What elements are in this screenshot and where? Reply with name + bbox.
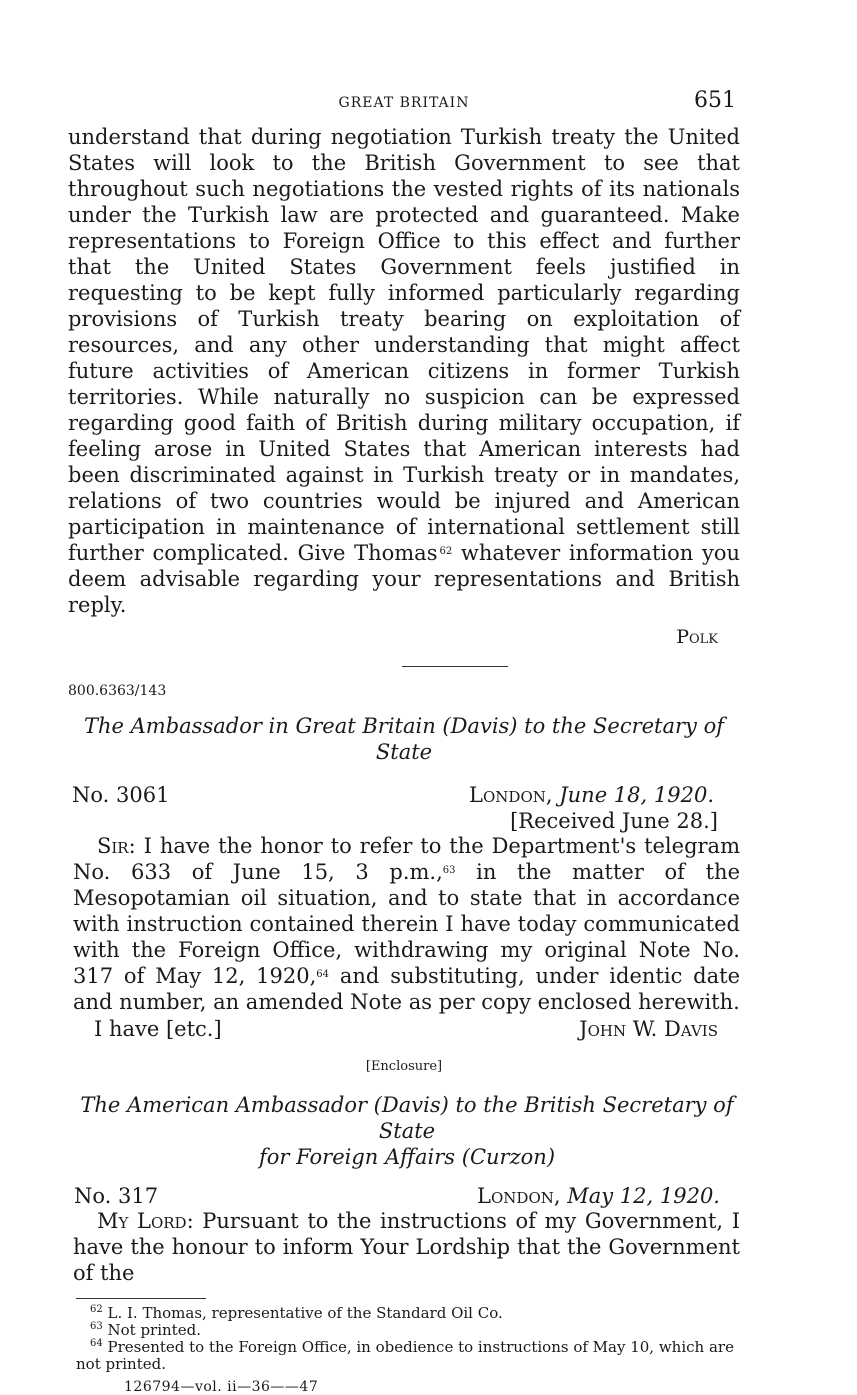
running-head [68, 88, 740, 124]
despatch-signature: John W. Davis [579, 1017, 718, 1041]
footnote-text: L. I. Thomas, representative of the Standard Oil Co. [102, 1304, 503, 1322]
telegram-text-b: whatever information you deem advisable regarding your representations and British reply. [68, 541, 740, 617]
document-title: The Ambassador in Great Britain (Davis) to the Secretary of State [84, 714, 724, 764]
telegram-signature: Polk [676, 626, 718, 648]
print-line: 126794—vol. ii—36——47 [124, 1379, 319, 1395]
document-page [68, 88, 740, 1395]
enclosure-title [68, 1092, 740, 1170]
closing-line [68, 1017, 740, 1041]
footnote [76, 1339, 740, 1373]
despatch-number: No. 3061 [72, 783, 170, 807]
file-number: 800.6363/143 [68, 683, 167, 699]
footnote-ref-64: 64 [316, 969, 330, 980]
footnote-ref-63: 63 [442, 865, 456, 876]
enclosure-place-date [477, 1184, 720, 1208]
footnotes [68, 1305, 740, 1373]
footnote-marker: 64 [90, 1338, 103, 1349]
enclosure-title-line-1: The American Ambassador (Davis) to the British Secretary of State [80, 1093, 734, 1143]
enclosure-text: Pursuant to the instructions of my Government, I have the honour to inform Your Lordship that the Government of the [73, 1209, 740, 1285]
footnote-marker: 63 [90, 1321, 103, 1332]
footnote-marker: 62 [90, 1304, 103, 1315]
enclosure-title-line-2: for Foreign Affairs (Curzon) [258, 1145, 556, 1169]
closing: I have [etc.] [94, 1017, 222, 1041]
footnote [76, 1305, 740, 1322]
footnote-ref-62: 62 [439, 546, 453, 557]
place-date [469, 783, 714, 807]
footnote-text: Presented to the Foreign Office, in obedience to instructions of May 10, which are not printed. [76, 1338, 734, 1373]
received-note: [Received June 28.] [510, 809, 718, 833]
telegram-text-a: understand that during negotiation Turkish treaty the United States will look to the British Government to see that throughout such negotiations the vested rights of its nationals under the Turkish law are protected and guaranteed. Make representations to Foreign Office to this effect and further that the United States Government feels justified in requesting to be kept fully informed particularly regarding provisions of Turkish treaty bearing on exploitation of resources, and any other understanding that might affect future activities of American citizens in former Turkish territories. While naturally no suspicion can be expressed regarding good faith of British during military occupation, if feeling arose in United States that American interests had been discriminated against in Turkish treaty or in mandates, relations of two countries would be injured and American participation in maintenance of international settlement still further complicated. Give Thomas [68, 125, 740, 565]
despatch-text-b: in the matter of the Mesopotamian oil situation, and to state that in accordance with instruction contained therein I have today communicated with the Foreign Office, withdrawing my original Note No. 317 of May 12, 1920, [73, 860, 740, 988]
footnote-text: Not printed. [102, 1321, 201, 1339]
footnote-rule [76, 1298, 206, 1299]
enclosure-salutation: My Lord: [97, 1209, 194, 1233]
enclosure-date: May 12, 1920. [567, 1184, 720, 1208]
enclosure-label: [Enclosure] [365, 1059, 443, 1074]
section-divider [402, 666, 508, 667]
note-number: No. 317 [74, 1184, 159, 1208]
place: London, [469, 783, 553, 807]
telegram-body [68, 124, 740, 618]
enclosure-place: London, [477, 1184, 561, 1208]
despatch-body [68, 833, 740, 1015]
salutation: Sir: [97, 834, 136, 858]
despatch-text-c: and substituting, under identic date and number, an amended Note as per copy enclosed herewith. [73, 964, 741, 1014]
page-number: 651 [694, 88, 736, 113]
enclosure-body [68, 1208, 740, 1286]
dateline [68, 783, 740, 807]
running-head-title: GREAT BRITAIN [338, 95, 470, 111]
despatch-text-a: I have the honor to refer to the Department's telegram No. 633 of June 15, 3 p.m., [73, 834, 740, 884]
footnote [76, 1322, 740, 1339]
enclosure-dateline [68, 1184, 740, 1208]
date: June 18, 1920. [559, 783, 714, 807]
